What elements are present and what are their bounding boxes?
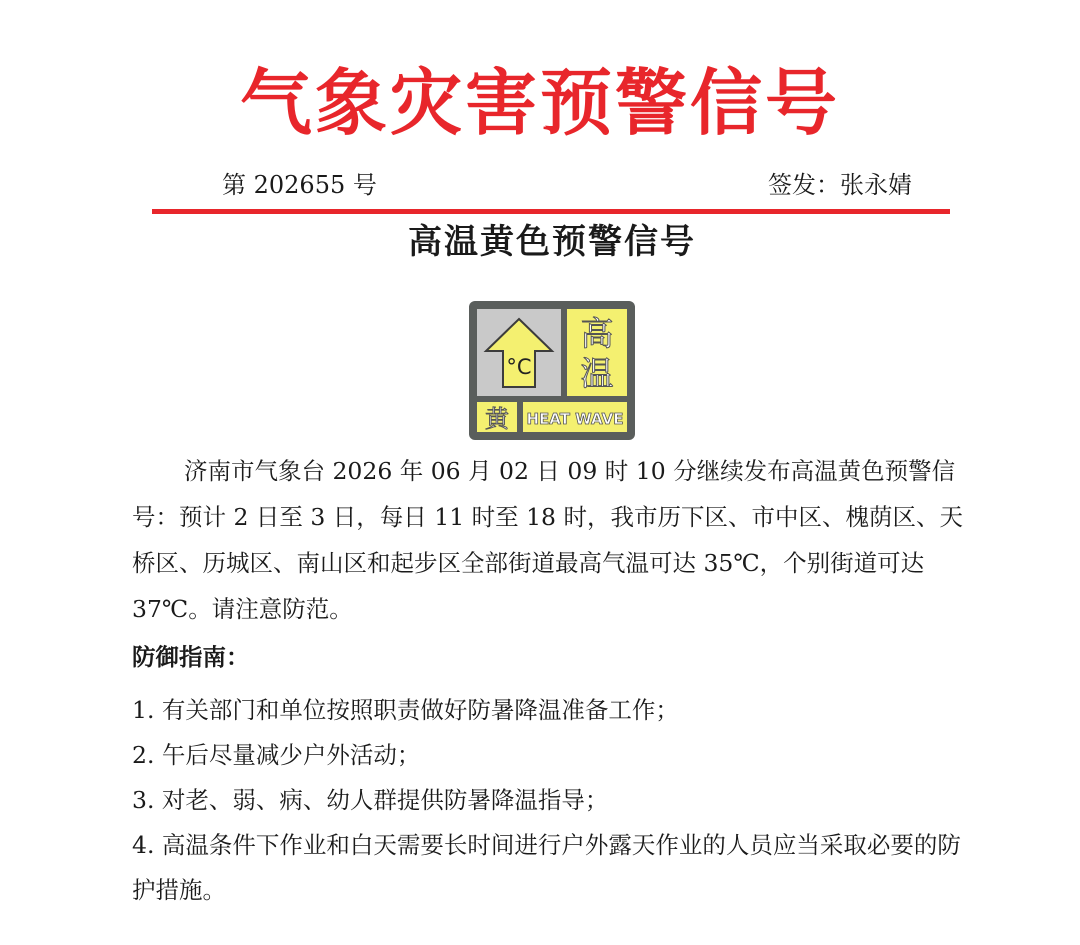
guide-item-2: 2. 午后尽量减少户外活动； (132, 741, 421, 769)
signal-title: 高温黄色预警信号 (408, 222, 696, 262)
badge-level-char: 黄 (485, 405, 509, 433)
badge-english: HEAT WAVE (526, 410, 624, 428)
badge-label-char-2: 温 (580, 354, 614, 393)
heat-wave-yellow-signal-icon (469, 301, 635, 440)
guide-list (132, 688, 982, 913)
document-number: 第 202655 号 (222, 171, 377, 199)
badge-unit: °C (506, 355, 532, 379)
guide-heading: 防御指南： (132, 643, 250, 671)
badge-label-char-1: 高 (580, 314, 614, 353)
guide-item-1: 1. 有关部门和单位按照职责做好防暑降温准备工作； (132, 696, 679, 724)
guide-item-4: 4. 高温条件下作业和白天需要长时间进行户外露天作业的人员应当采取必要的防护措施。 (132, 831, 961, 904)
announcement-paragraph: 济南市气象台 2026 年 06 月 02 日 09 时 10 分继续发布高温黄色预警信号：预计 2 日至 3 日，每日 11 时至 18 时，我市历下区、市中区、槐荫区、天桥区、历城区、南山区和起步区全部街道最高气温可达 35℃，个别街道可达 37℃。请注意防范。 (132, 457, 963, 623)
header-title: 气象灾害预警信号 (239, 61, 840, 145)
issuer: 签发：张永婧 (768, 171, 912, 199)
guide-item-3: 3. 对老、弱、病、幼人群提供防暑降温指导； (132, 786, 609, 814)
red-divider (152, 209, 950, 214)
